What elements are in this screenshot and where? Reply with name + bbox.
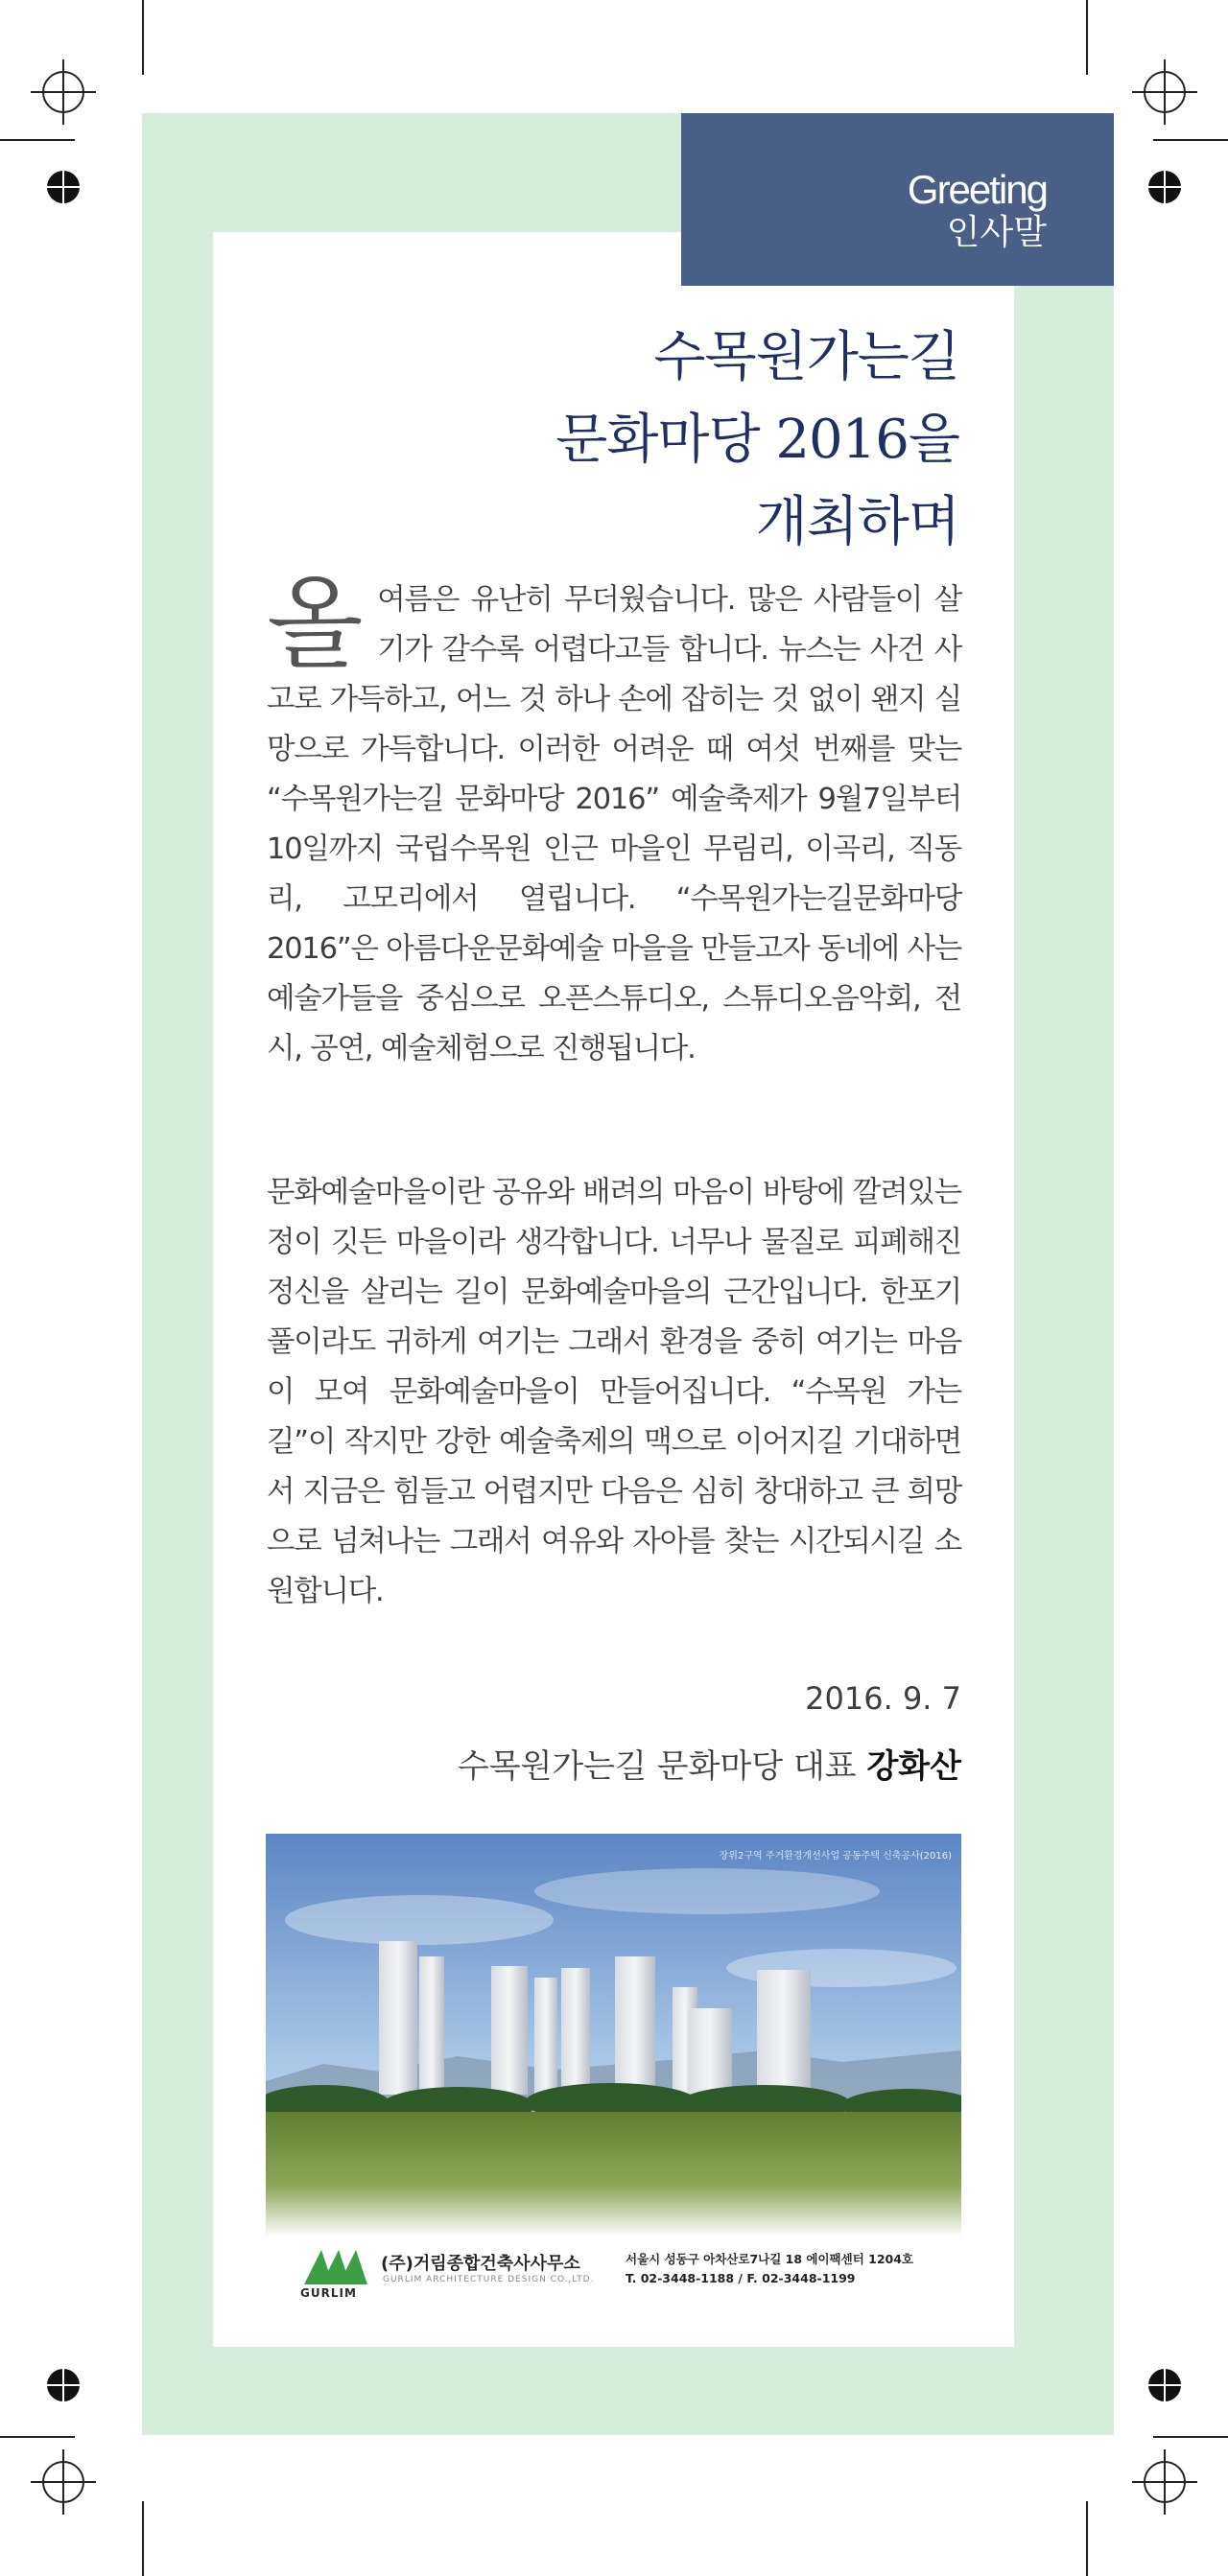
advertisement <box>266 1834 961 2306</box>
signature-title: 수목원가는길 문화마당 대표 <box>457 1747 857 1786</box>
crop-mark <box>0 2436 75 2438</box>
registration-dot-icon <box>1148 2369 1181 2401</box>
greeting-title-en: Greeting <box>907 167 1047 212</box>
crop-mark <box>142 2501 144 2576</box>
image-caption: 장위2구역 주거환경개선사업 공동주택 신축공사(2016) <box>719 1851 952 1862</box>
company-name: (주)거림종합건축사사무소 <box>381 2254 580 2274</box>
page-title <box>555 316 959 564</box>
crop-mark <box>0 139 75 141</box>
body-paragraph: 문화예술마을이란 공유와 배려의 마음이 바탕에 깔려있는 정이 깃든 마을이라 생각합니다. 너무나 물질로 피폐해진 정신을 살리는 길이 문화예술마을의 근간입니다. 한포기 풀이라도 귀하게 여기는 그래서 환경을 중히 여기는 마음이 모여 문화예술마을이 만들어집니다. “수목원 가는 길”이 작지만 강한 예술축제의 맥으로 이어지길 기대하면서 지금은 힘들고 어렵지만 다음은 심히 창대하고 큰 희망으로 넘쳐나는 그래서 여유와 자아를 찾는 시간되시길 소원합니다. <box>267 1176 961 1608</box>
letter-date: 2016. 9. 7 <box>805 1680 961 1717</box>
company-address: 서울시 성동구 아차산로7나길 18 에이팩센터 1204호 <box>626 2252 913 2266</box>
title-line: 문화마당 2016을 <box>555 409 959 471</box>
signature-name: 강화산 <box>866 1747 961 1786</box>
registration-mark-icon <box>42 71 84 113</box>
crop-mark <box>1086 2501 1088 2576</box>
registration-dot-icon <box>1148 171 1181 203</box>
registration-mark-icon <box>42 2461 84 2503</box>
ad-footer <box>266 2236 961 2306</box>
signature <box>458 1740 961 1787</box>
registration-dot-icon <box>47 2369 80 2401</box>
company-phone: T. 02-3448-1188 / F. 02-3448-1199 <box>626 2271 856 2285</box>
title-line: 개최하며 <box>755 491 959 553</box>
body-paragraph <box>267 565 961 1074</box>
crop-mark <box>142 0 144 75</box>
registration-mark-icon <box>1144 2461 1186 2503</box>
logo-text: GURLIM <box>300 2286 357 2300</box>
registration-mark-icon <box>1144 71 1186 113</box>
building-rendering-image <box>266 1834 961 2236</box>
crop-mark <box>1086 0 1088 75</box>
crop-mark <box>1153 139 1228 141</box>
company-name-en: GURLIM ARCHITECTURE DESIGN CO.,LTD. <box>383 2275 595 2284</box>
crop-mark <box>1153 2436 1228 2438</box>
title-line: 수목원가는길 <box>653 326 959 388</box>
gurlim-logo-icon <box>304 2246 367 2286</box>
registration-dot-icon <box>47 171 80 203</box>
paragraph-text: 여름은 유난히 무더웠습니다. 많은 사람들이 살기가 갈수록 어렵다고들 합니다. 뉴스는 사건 사고로 가득하고, 어느 것 하나 손에 잡히는 것 없이 왠지 실망으로 가득합니다. 이러한 어려운 때 여섯 번째를 맞는 “수목원가는길 문화마당 2016” 예술축제가 9월7일부터 10일까지 국립수목원 인근 마을인 무림리, 이곡리, 직동리, 고모리에서 열립니다. “수목원가는길문화마당 2016”은 아름다운문화예술 마을을 만들고자 동네에 사는 예술가들을 중심으로 오픈스튜디오, 스튜디오음악회, 전시, 공연, 예술체험으로 진행됩니다. <box>267 583 961 1066</box>
greeting-title-ko: 인사말 <box>946 213 1047 252</box>
greeting-header <box>681 113 1114 286</box>
drop-cap: 올 <box>267 565 363 682</box>
